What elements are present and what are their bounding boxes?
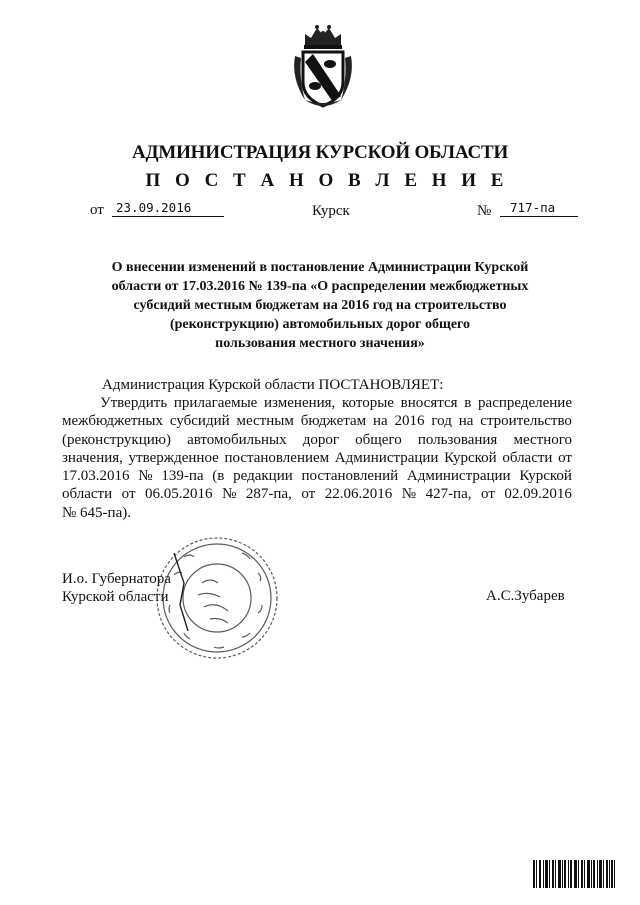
body-word: Курской — [519, 468, 572, 485]
body-word: 22.06.2016 — [324, 486, 393, 503]
body-word: бюджетам — [300, 413, 367, 430]
body-word: (реконструкцию) — [62, 431, 171, 448]
body-word: вносятся — [400, 395, 458, 411]
organization-title: АДМИНИСТРАЦИЯ КУРСКОЙ ОБЛАСТИ — [131, 142, 509, 163]
body-word: 287-па, — [245, 486, 292, 503]
body-word: строительство — [480, 413, 572, 430]
subject-line: О внесении изменений в постановление Администрации Курской — [111, 260, 529, 275]
document-date: 23.09.2016 — [112, 200, 224, 217]
body-word: на — [458, 413, 474, 430]
body-line — [62, 394, 572, 412]
position-line: И.о. Губернатора — [62, 571, 171, 587]
decree-statement: Администрация Курской области ПОСТАНОВЛЯЕТ: — [102, 377, 444, 393]
body-line — [62, 467, 572, 485]
number-label: № — [477, 203, 492, 219]
document-number: 717-па — [500, 200, 578, 217]
body-word: местным — [236, 413, 294, 430]
body-word: 427-па, — [425, 486, 472, 503]
subject-line: (реконструкцию) автомобильных дорог общего — [169, 317, 471, 332]
subject-line: области от 17.03.2016 № 139-па «О распределении межбюджетных — [111, 279, 529, 294]
body-word: которые — [342, 395, 394, 411]
document-meta-row — [0, 200, 640, 224]
date-label: от — [90, 202, 104, 218]
body-line: № 645-па). — [62, 504, 131, 521]
body-word: Администрации — [406, 468, 511, 485]
body-word: общего — [355, 431, 402, 448]
body-line — [62, 412, 572, 430]
body-word: в — [464, 395, 472, 411]
body-line — [62, 449, 572, 467]
city-name: Курск — [312, 203, 350, 219]
body-word: от — [558, 449, 572, 466]
body-paragraph — [62, 394, 572, 522]
body-word: № — [222, 486, 237, 503]
body-word: области — [62, 486, 113, 503]
body-word: 139-па — [161, 468, 204, 485]
body-word: постановлением — [224, 449, 330, 466]
barcode-icon — [533, 860, 615, 888]
body-word: от — [121, 486, 136, 503]
position-line: Курской области — [62, 589, 169, 605]
body-word: редакции — [233, 468, 293, 485]
body-word: 02.09.2016 — [504, 486, 572, 503]
body-word: № — [138, 468, 153, 485]
body-word: субсидий — [169, 413, 230, 430]
body-word: местного — [513, 431, 572, 448]
body-word: год — [431, 413, 452, 430]
body-word: от — [301, 486, 316, 503]
body-line — [62, 431, 572, 449]
body-word: межбюджетных — [62, 413, 164, 430]
body-word: пользования — [417, 431, 498, 448]
official-seal-stamp — [154, 535, 280, 661]
body-word: Администрации — [334, 449, 439, 466]
document-type: П О С Т А Н О В Л Е Н И Е — [145, 170, 509, 191]
body-line — [62, 485, 572, 503]
signatory-name: А.С.Зубарев — [486, 588, 565, 604]
document-subject — [0, 258, 640, 353]
body-word: постановлений — [301, 468, 399, 485]
body-word: прилагаемые — [173, 395, 258, 411]
body-word: дорог — [302, 431, 339, 448]
body-word: 2016 — [394, 413, 425, 430]
body-word: Утвердить — [100, 395, 168, 411]
body-word: области — [502, 449, 553, 466]
body-word: (в — [212, 468, 225, 485]
body-word: Курской — [444, 449, 497, 466]
coat-of-arms-icon — [291, 22, 355, 108]
body-word: утвержденное — [128, 449, 219, 466]
body-word: автомобильных — [187, 431, 287, 448]
body-word: 17.03.2016 — [62, 468, 130, 485]
subject-line: пользования местного значения» — [215, 336, 425, 351]
body-word: на — [372, 413, 388, 430]
body-word: от — [481, 486, 495, 503]
subject-line: субсидий местным бюджетам на 2016 год на строительство — [133, 298, 507, 313]
body-word: значения, — [62, 449, 123, 466]
body-word: 06.05.2016 — [145, 486, 213, 503]
body-word: № — [401, 486, 417, 503]
body-word: изменения, — [264, 395, 336, 411]
body-word: распределение — [478, 395, 572, 411]
